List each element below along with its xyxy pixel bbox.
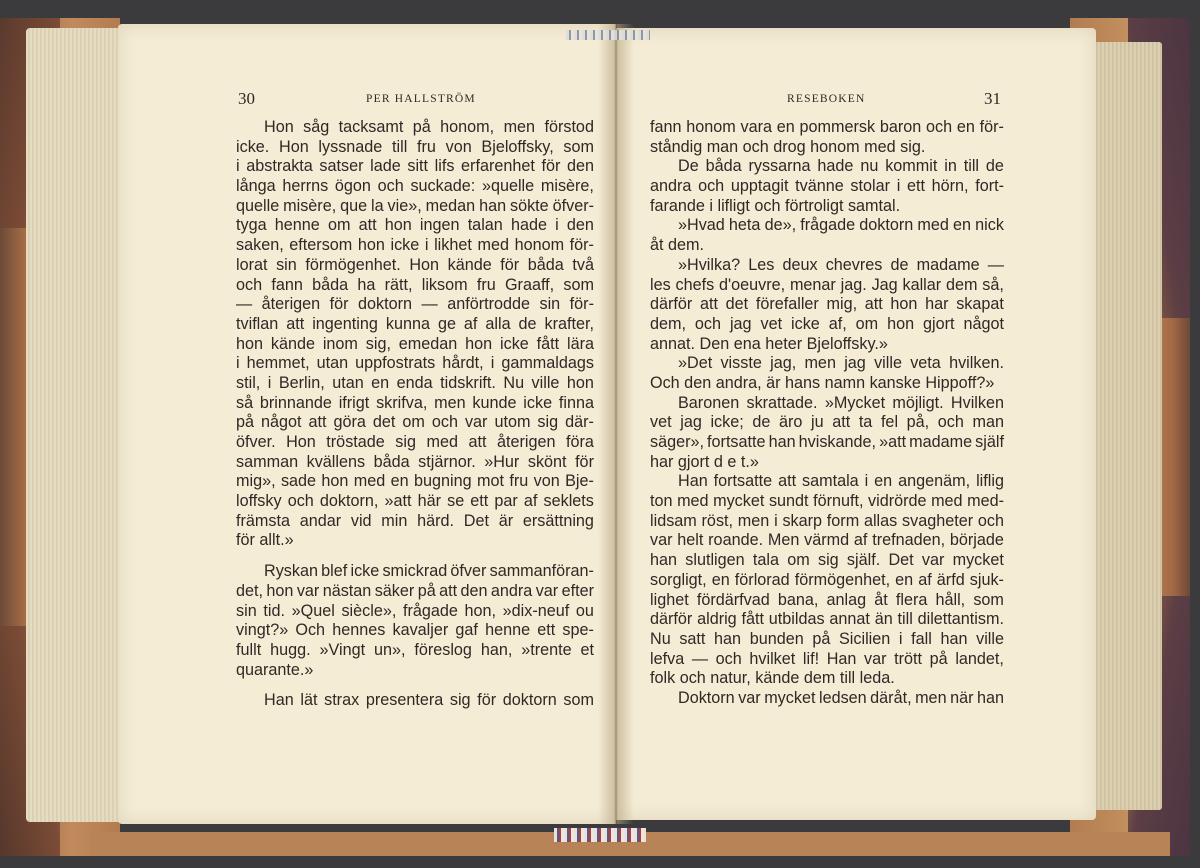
text-line: Och den andra, är hans namn kanske Hippoff?» — [650, 373, 995, 392]
text-line: samman kvällens båda stjärnor. »Hur skönt för — [236, 452, 594, 471]
text-line: sorgligt, en förlorad förmögenhet, en af ärfd sjuk- — [650, 570, 1004, 589]
text-line: så brinnande ifrigt skrifva, men kunde icke finna — [236, 393, 594, 412]
text-line: i abstrakta satser lade sitt lifs erfarenhet för den — [236, 157, 594, 176]
text-line: Nu satt han bunden på Sicilien i fall han ville — [650, 629, 1004, 648]
text-line: De båda ryssarna hade nu kommit in till de — [678, 157, 1004, 176]
text-line: tviflan att ingenting kunna ge af alla de krafter, — [236, 314, 594, 333]
text-line: annat. Den ena heter Bjeloffsky.» — [650, 334, 888, 353]
text-line: ton med mycket sundt förnuft, vidrörde med med- — [650, 492, 1004, 511]
text-line: ståndig man och drog honom med sig. — [650, 137, 926, 156]
paragraph-gap — [236, 551, 594, 562]
text-line: därför aldrig fått utbildas annat än till dilettantism. — [650, 610, 1004, 629]
headband — [566, 30, 650, 40]
text-line: därför att det förefaller mig, att hon har skapat — [650, 295, 1004, 314]
text-line: stil, i Berlin, utan en enda tidskrift. Nu ville hon — [236, 373, 594, 392]
text-line: dem, och jag vet icke af, om hon gjort något — [650, 314, 1004, 333]
book-gutter — [598, 24, 634, 824]
text-line: loffsky och doktorn, »att här se ett par af seklets — [236, 492, 594, 511]
text-line: andra och upptagit tvänne stolar i ett hörn, fort- — [650, 177, 1004, 196]
text-line: Ryskan blef icke smickrad öfver sammanföran- — [264, 562, 594, 581]
text-line: Han fortsatte att samtala i en angenäm, liflig — [678, 472, 1004, 491]
text-line: säger», fortsatte han hviskande, »att madame själf — [650, 433, 1004, 451]
text-line: »Hvilka? Les deux chevres de madame — — [678, 255, 1004, 274]
left-page-text — [236, 118, 594, 711]
text-line: lorat sin förmögenhet. Hon kände för båda två — [236, 255, 594, 274]
text-line: öfver. Hon tröstade sig med att återigen föra — [236, 433, 594, 451]
text-line: vet jag icke; de äro ju att ta fel på, och man — [650, 413, 1004, 432]
text-line: quelle misère, que la vie», medan han sökte öfver- — [236, 196, 594, 215]
text-line: fullt hugg. »Vingt un», föreslog han, »trente et — [236, 640, 594, 659]
text-line: tyga henne om att hon ingen talan hade i den — [236, 216, 594, 235]
text-line: har gjort d e t.» — [650, 452, 759, 471]
text-line: långa herrns ögon och suckade: »quelle misère, — [236, 177, 594, 196]
text-line: quarante.» — [236, 660, 314, 679]
text-line: åt dem. — [650, 236, 704, 255]
text-line: han slutligen tala om sig själf. Det var mycket — [650, 551, 1004, 570]
text-line: och fann båda ha rätt, liksom fru Graaff, som — [236, 275, 594, 294]
text-line: mig», sade hon med en bugning mot fru von Bje- — [236, 472, 594, 491]
left-running-head: PER HALLSTRÖM — [366, 93, 476, 105]
text-line: farande i lifligt och förtroligt samtal. — [650, 196, 901, 215]
text-line: främsta andar vid min härd. Det är ersättning — [236, 511, 594, 530]
text-line: hon kände inom sig, emedan hon icke fått lära — [236, 334, 594, 353]
text-line: fann honom vara en pommersk baron och en för- — [650, 118, 1004, 136]
text-line: sin tid. »Quel siècle», frågade hon, »dix-neuf ou — [236, 601, 594, 620]
text-line: i hemmet, utan uppfostrats hårdt, i gammaldags — [236, 354, 594, 373]
text-line: — återigen för doktorn — anförtrodde sin för- — [236, 295, 594, 314]
text-line: folk och natur, kände dem till leda. — [650, 669, 895, 688]
text-line: lefva — och hvilket lif! Han var trött på landet, — [650, 649, 1004, 668]
text-line: »Det visste jag, men jag ville veta hvilken. — [678, 354, 1004, 373]
right-page-number: 31 — [984, 89, 1001, 108]
text-line: lighet fördärfvad bana, anlag åt flera håll, som — [650, 590, 1004, 609]
text-line: icke. Hon lyssnade till fru von Bjeloffsky, som — [236, 137, 594, 156]
right-running-head: RESEBOKEN — [787, 93, 866, 105]
text-line: Baronen skrattade. »Mycket möjligt. Hvilken — [678, 393, 1004, 412]
text-line: lidsam röst, men i skarp form allas svagheter och — [650, 511, 1004, 530]
text-line: på något att göra det om och var utom sig där- — [236, 413, 594, 432]
text-line: Han lät strax presentera sig för doktorn som — [264, 691, 594, 710]
text-line: Hon såg tacksamt på honom, men förstod — [264, 118, 594, 136]
text-line: vingt?» Och hennes kavaljer gaf henne ett spe- — [236, 621, 594, 640]
paragraph-gap — [236, 680, 594, 691]
tailband — [554, 828, 646, 842]
left-page-number: 30 — [238, 89, 255, 108]
text-line: var helt roande. Men värmd af trefnaden, började — [650, 531, 1004, 550]
right-page-text — [650, 118, 1004, 709]
text-line: »Hvad heta de», frågade doktorn med en nick — [678, 216, 1004, 235]
text-line: les chefs d'oeuvre, menar jag. Jag kallar dem så, — [650, 275, 1004, 294]
text-line: för allt.» — [236, 531, 294, 550]
text-line: Doktorn var mycket ledsen däråt, men när han — [678, 688, 1004, 707]
page-edges-right — [1090, 42, 1162, 810]
text-line: saken, eftersom hon icke i likhet med honom för- — [236, 236, 594, 255]
text-line: det, hon var nästan säker på att den andra var efter — [236, 581, 594, 600]
